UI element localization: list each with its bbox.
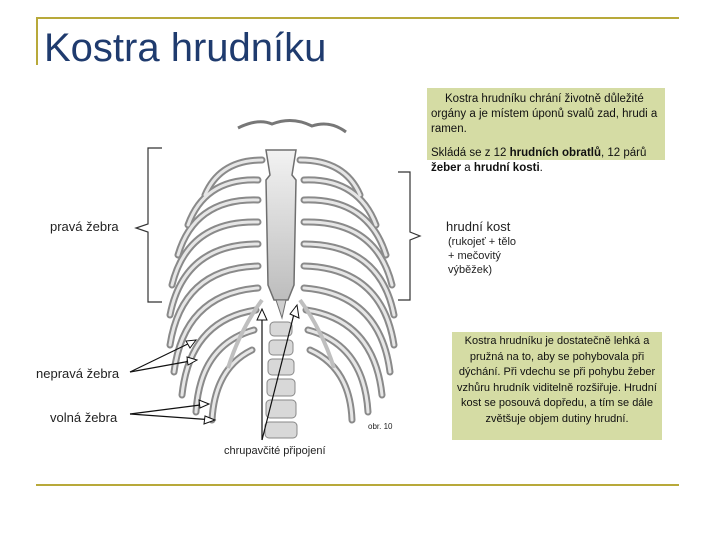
label-hrudni-kost-detail-2: + mečovitý — [448, 250, 501, 262]
p2-bold-ribs: žeber — [431, 162, 462, 174]
p2-end: . — [539, 162, 543, 174]
label-neprava-zebra: nepravá žebra — [36, 366, 120, 381]
label-volna-zebra: volná žebra — [50, 410, 118, 425]
info-box-top — [427, 88, 665, 174]
hrudni-kost-bracket — [398, 172, 420, 300]
figure-caption: obr. 10 — [368, 422, 393, 431]
p2-bold-sternum: hrudní kosti — [473, 162, 540, 174]
label-hrudni-kost-detail-1: (rukojeť + tělo — [448, 236, 517, 248]
label-hrudni-kost-detail-3: výběžek) — [448, 264, 493, 276]
p2-start: Skládá se z 12 — [431, 147, 510, 159]
prava-zebra-bracket — [136, 148, 162, 302]
p2-mid: , 12 párů — [601, 147, 647, 159]
label-prava-zebra: pravá žebra — [50, 219, 119, 234]
rib-cage-drawing — [170, 120, 394, 438]
label-chrupavcite-pripojeni: chrupavčité připojení — [224, 445, 326, 457]
slide-title: Kostra hrudníku — [44, 26, 327, 70]
p2-bold-vertebrae: hrudních obratlů — [509, 147, 601, 159]
p2-mid2: a — [461, 162, 474, 174]
label-hrudni-kost: hrudní kost — [446, 219, 511, 234]
bottom-rule — [36, 484, 679, 486]
info-paragraph-1: Kostra hrudníku chrání životně důležité orgány a je místem úponů svalů zad, hrudi a ramen. — [431, 93, 658, 135]
info-paragraph-2 — [431, 146, 665, 176]
info-box-bottom: Kostra hrudníku je dostatečně lehká a pružná na to, aby se pohybovala při dýchání. Při vdechu se při pohybu žeber vzhůru hrudník viditelně rozšiřuje. Hrudní kost se posouvá dopředu, a tím se dále zvětšuje objem dutiny hrudní. — [452, 332, 662, 440]
